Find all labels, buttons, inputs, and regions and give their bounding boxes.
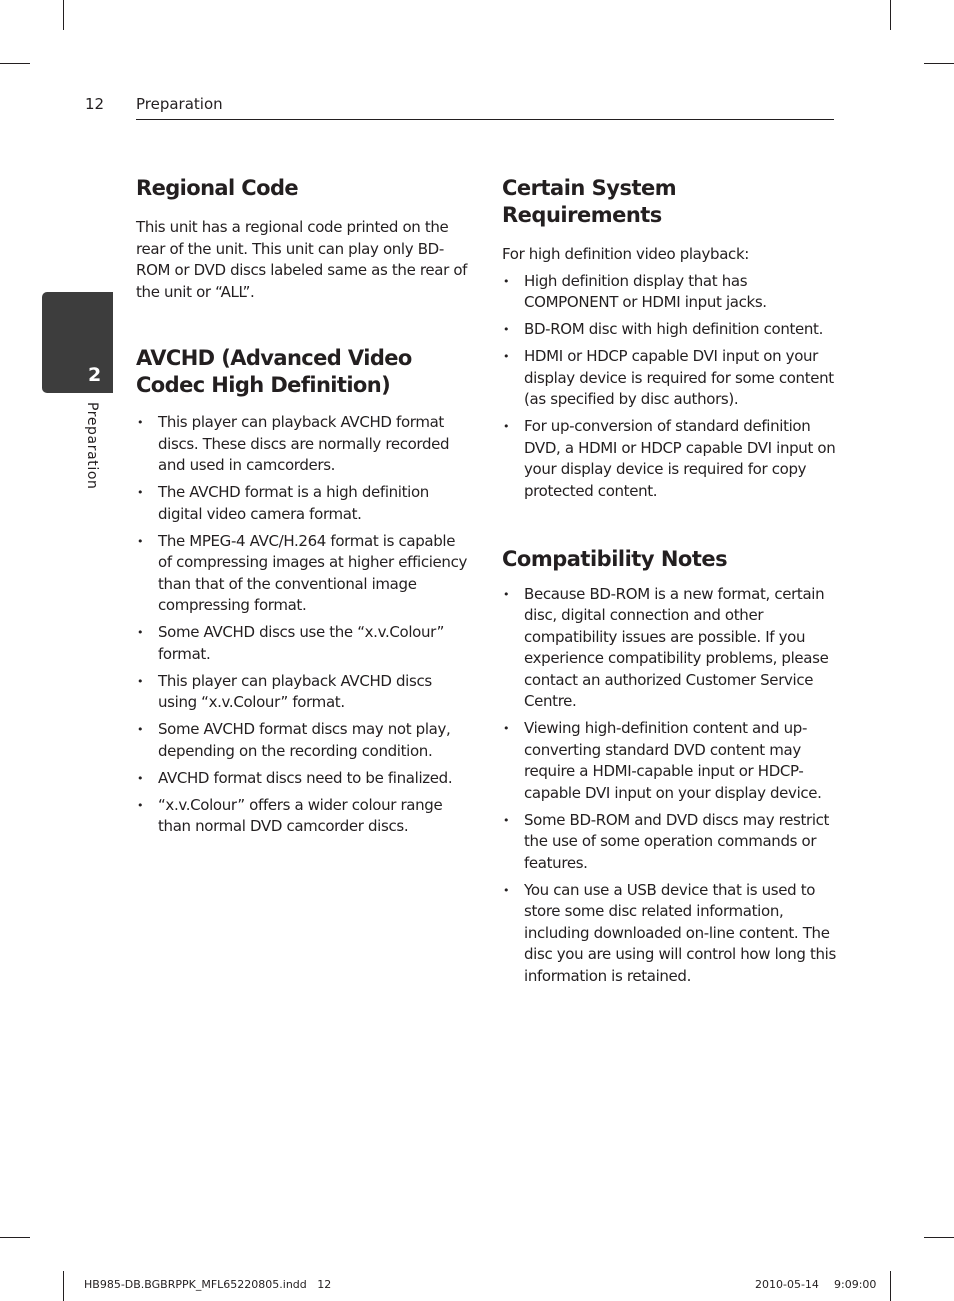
avchd-section [136, 345, 470, 838]
list-item: • HDMI or HDCP capable DVI input on your display device is required for some content (as specified by disc authors). [502, 346, 838, 411]
crop-mark [924, 1237, 954, 1238]
list-item: • Some AVCHD format discs may not play, depending on the recording condition. [136, 719, 470, 762]
system-requirements-heading: Certain System Requirements [502, 176, 677, 227]
compatibility-notes-heading: Compatibility Notes [502, 546, 728, 571]
list-item: • The AVCHD format is a high definition digital video camera format. [136, 482, 470, 525]
crop-mark [890, 0, 891, 30]
list-item: • This player can playback AVCHD discs using “x.v.Colour” format. [136, 671, 470, 714]
header-rule [136, 119, 834, 120]
crop-mark [890, 1271, 891, 1301]
avchd-list [136, 412, 470, 838]
compatibility-notes-list [502, 584, 838, 988]
list-item: • Some BD-ROM and DVD discs may restrict the use of some operation commands or features. [502, 810, 838, 875]
list-item: • This player can playback AVCHD format discs. These discs are normally recorded and used in camcorders. [136, 412, 470, 477]
crop-mark [0, 63, 30, 64]
list-item: • BD-ROM disc with high definition content. [502, 319, 838, 341]
regional-code-body: This unit has a regional code printed on the rear of the unit. This unit can play only BD-ROM or DVD discs labeled same as the rear of the unit or “ALL”. [136, 218, 468, 301]
system-requirements-intro: For high definition video playback: [502, 245, 749, 263]
crop-mark [63, 1271, 64, 1301]
right-column [502, 175, 838, 993]
list-item: • AVCHD format discs need to be finalized. [136, 768, 470, 790]
list-item: • Because BD-ROM is a new format, certain disc, digital connection and other compatibility issues are possible. If you experience compatibility problems, please contact an authorized Customer Service Centre. [502, 584, 838, 713]
running-title: Preparation [136, 95, 223, 113]
page-number: 12 [85, 95, 105, 113]
compatibility-notes-section [502, 546, 838, 988]
footer-time: 9:09:00 [834, 1278, 877, 1291]
avchd-heading: AVCHD (Advanced Video Codec High Definition) [136, 346, 412, 397]
left-column [136, 175, 470, 843]
list-item: • “x.v.Colour” offers a wider colour range than normal DVD camcorder discs. [136, 795, 470, 838]
list-item: • Viewing high-definition content and up-converting standard DVD content may require a HDMI-capable input or HDCP-capable DVI input on your display device. [502, 718, 838, 804]
regional-code-section [136, 175, 470, 303]
crop-mark [63, 0, 64, 30]
list-item: • The MPEG-4 AVC/H.264 format is capable of compressing images at higher efficiency than that of the conventional image compressing format. [136, 531, 470, 617]
crop-mark [0, 1237, 30, 1238]
crop-mark [924, 63, 954, 64]
list-item: • You can use a USB device that is used to store some disc related information, including downloaded on-line content. The disc you are using will control how long this information is retained. [502, 880, 838, 988]
list-item: • For up-conversion of standard definition DVD, a HDMI or HDCP capable DVI input on your display device is required for copy protected content. [502, 416, 838, 502]
system-requirements-list [502, 271, 838, 503]
system-requirements-section [502, 175, 838, 502]
chapter-label: Preparation [84, 402, 100, 490]
list-item: • Some AVCHD discs use the “x.v.Colour” format. [136, 622, 470, 665]
footer-file-info: HB985-DB.BGBRPPK_MFL65220805.indd 12 [84, 1278, 332, 1291]
regional-code-heading: Regional Code [136, 176, 299, 200]
list-item: • High definition display that has COMPONENT or HDMI input jacks. [502, 271, 838, 314]
footer-date: 2010-05-14 [755, 1278, 819, 1291]
chapter-number: 2 [88, 364, 102, 386]
